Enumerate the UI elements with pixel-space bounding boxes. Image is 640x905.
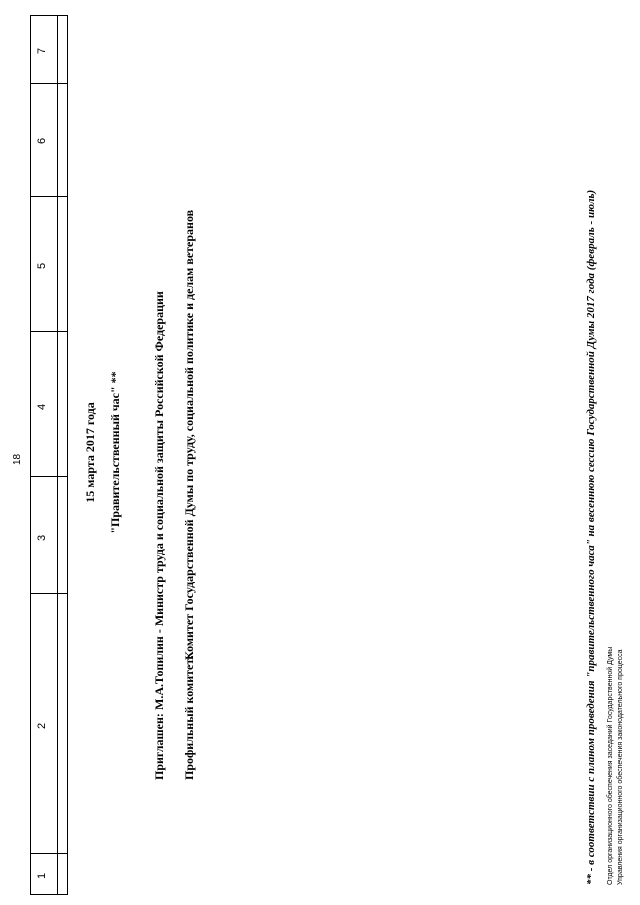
page-number: 18	[12, 453, 23, 465]
invited-label: Приглашен:	[152, 713, 166, 780]
meeting-date: 15 марта 2017 года	[83, 402, 97, 503]
table-divider	[57, 16, 58, 894]
column-separator	[31, 83, 67, 84]
column-number: 2	[36, 722, 48, 729]
column-number: 6	[36, 137, 48, 144]
department-line-2: Управления организационного обеспечения законодательного процесса	[617, 649, 624, 885]
column-number: 5	[36, 262, 48, 269]
footnote: ** - в соответствии с планом проведения "правительственного часа" на весеннюю сессию Государственной Думы 2017 года (февраль - июль)	[585, 189, 597, 885]
column-separator	[31, 593, 67, 594]
department-line-1: Отдел организационного обеспечения заседаний Государственной Думы	[607, 646, 614, 885]
column-separator	[31, 476, 67, 477]
column-separator	[31, 196, 67, 197]
column-separator	[31, 853, 67, 854]
column-number: 1	[36, 872, 48, 879]
column-number: 3	[36, 534, 48, 541]
column-separator	[31, 331, 67, 332]
committee-value: Комитет Государственной Думы по труду, социальной политике и делам ветеранов	[182, 209, 196, 660]
column-number: 7	[36, 47, 48, 54]
invited-value: М.А.Топилин - Министр труда и социальной защиты Российской Федерации	[152, 291, 166, 710]
committee-label: Профильный комитет:	[182, 654, 196, 780]
column-number: 4	[36, 403, 48, 410]
session-title: "Правительственный час" **	[108, 371, 122, 534]
column-number-table	[30, 15, 68, 895]
